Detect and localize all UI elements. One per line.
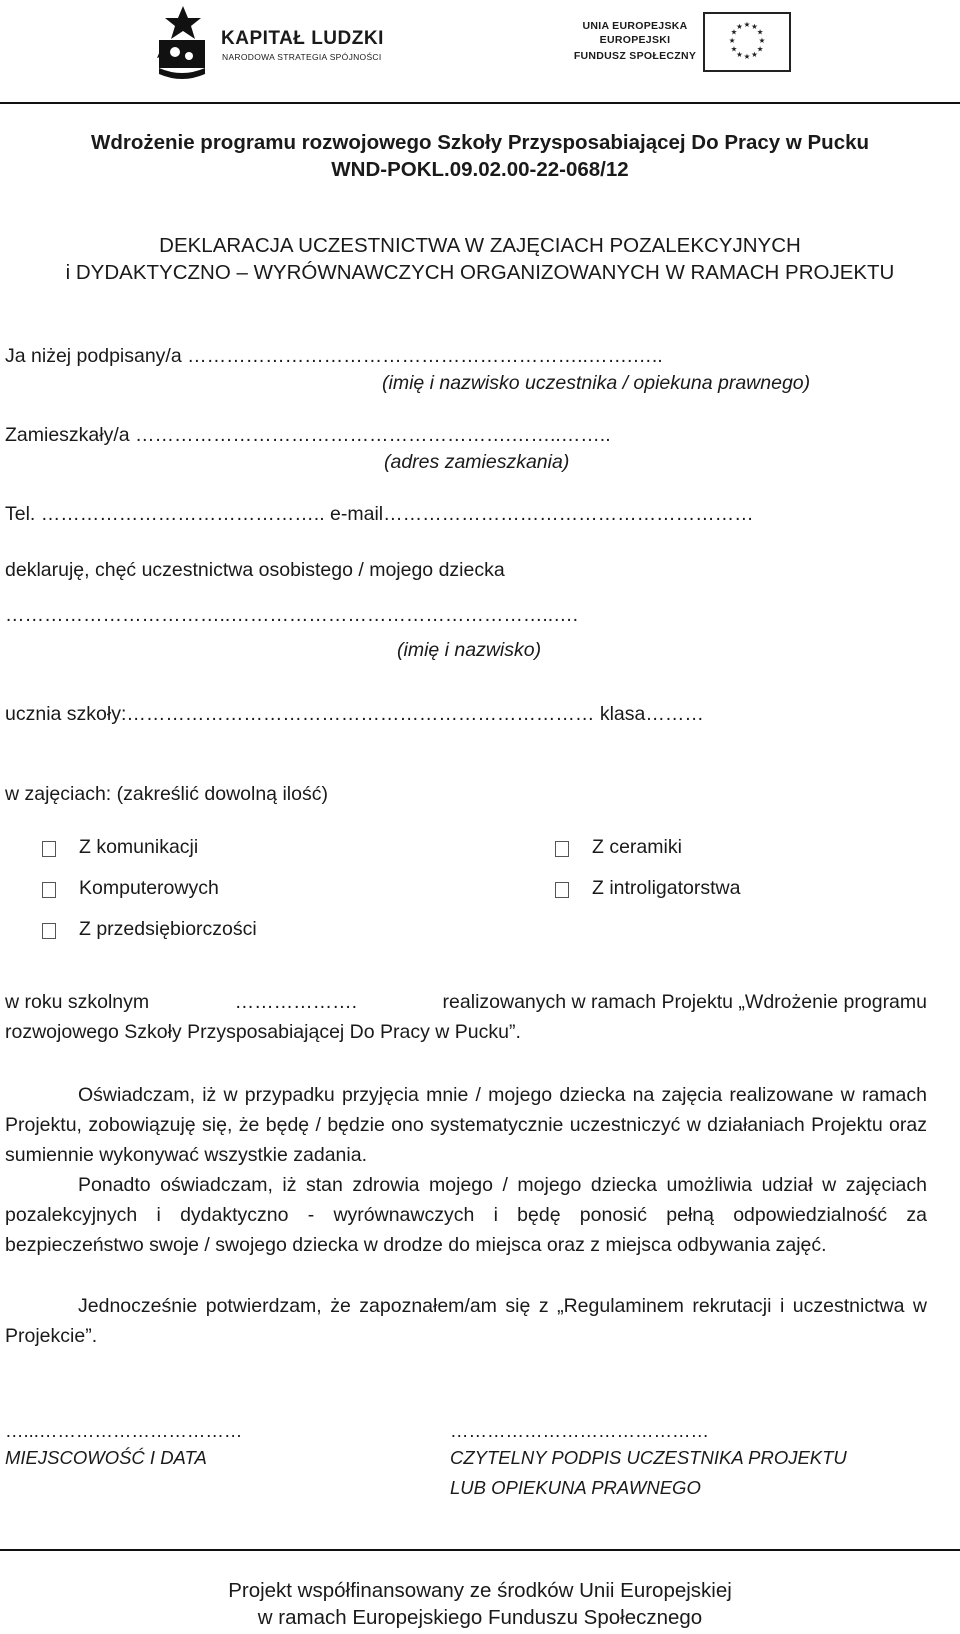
school-line xyxy=(5,703,704,726)
statement-2 xyxy=(5,1170,927,1260)
eu-logo-line1: UNIA EUROPEJSKA xyxy=(582,20,688,32)
email-label: e-mail xyxy=(330,503,384,525)
school-year-rest: realizowanych w ramach Projektu „Wdrożenie programu xyxy=(442,991,927,1013)
statement-3 xyxy=(5,1291,927,1351)
option-label-introligatorstwa: Z introligatorstwa xyxy=(592,877,741,899)
school-year-prefix: w roku szkolnym xyxy=(5,991,150,1013)
eu-efs-logo xyxy=(570,12,792,74)
class-dots: ……… xyxy=(645,703,704,725)
address-label: Zamieszkały/a xyxy=(5,424,130,446)
statement-3-text: Jednocześnie potwierdzam, że zapoznałem/am się z „Regulaminem rekrutacji i uczestnictwa w Projekcie”. xyxy=(5,1295,927,1347)
school-year-line2: rozwojowego Szkoły Przysposabiającej Do Pracy w Pucku”. xyxy=(5,1021,521,1043)
tel-dots: …………………………………….. xyxy=(40,503,325,525)
place-date-label: MIEJSCOWOŚĆ I DATA xyxy=(5,1447,207,1468)
contact-line xyxy=(5,503,754,526)
kapital-ludzki-name: KAPITAŁ LUDZKI xyxy=(221,28,384,49)
school-label: ucznia szkoły: xyxy=(5,703,127,725)
eu-flag-icon xyxy=(703,12,791,72)
address-caption: (adres zamieszkania) xyxy=(384,451,570,473)
address-dots: ………………………………………………….……..…….. xyxy=(135,424,611,446)
svg-text:★: ★ xyxy=(751,21,758,31)
signed-caption: (imię i nazwisko uczestnika / opiekuna prawnego) xyxy=(382,372,811,394)
svg-text:★: ★ xyxy=(758,35,766,45)
eu-logo-line3: FUNDUSZ SPOŁECZNY xyxy=(573,50,697,62)
school-year-line1 xyxy=(5,991,927,1014)
child-name-dots: ……………………………..…………………………………………..…. xyxy=(5,604,579,626)
class-label: klasa xyxy=(599,703,646,725)
eu-logo-line2: EUROPEJSKI xyxy=(599,34,671,46)
kapital-ludzki-subtitle: NARODOWA STRATEGIA SPÓJNOŚCI xyxy=(222,52,382,62)
svg-text:★: ★ xyxy=(736,21,743,31)
signed-label: Ja niżej podpisany/a xyxy=(5,345,182,367)
option-checkbox-komunikacji[interactable] xyxy=(42,841,56,857)
option-checkbox-introligatorstwa[interactable] xyxy=(555,882,569,898)
signature-dots: …………………………………… xyxy=(450,1420,709,1441)
school-dots: ……………………………………………………………… xyxy=(126,703,595,725)
option-checkbox-przedsiebiorczosci[interactable] xyxy=(42,923,56,939)
svg-text:★: ★ xyxy=(756,27,764,37)
footer-divider xyxy=(0,1549,960,1551)
svg-text:★: ★ xyxy=(730,44,738,54)
svg-text:★: ★ xyxy=(743,20,751,30)
project-code: WND-POKL.09.02.00-22-068/12 xyxy=(331,158,629,181)
svg-text:★: ★ xyxy=(743,51,751,61)
footer-line2: w ramach Europejskiego Funduszu Społecznego xyxy=(257,1606,703,1629)
email-dots: ………………………………………………… xyxy=(383,503,754,525)
option-label-ceramiki: Z ceramiki xyxy=(592,836,682,858)
kapital-ludzki-logo xyxy=(155,4,395,82)
option-label-komputerowych: Komputerowych xyxy=(79,877,219,899)
project-title: Wdrożenie programu rozwojowego Szkoły Przysposabiającej Do Pracy w Pucku xyxy=(90,131,870,154)
option-label-komunikacji: Z komunikacji xyxy=(79,836,199,858)
header-divider xyxy=(0,102,960,104)
place-date-dots: …...…………………………… xyxy=(5,1420,243,1441)
signed-line xyxy=(5,345,663,368)
school-year-dots: ………………. xyxy=(234,991,358,1013)
option-checkbox-ceramiki[interactable] xyxy=(555,841,569,857)
statement-2-text: Ponadto oświadczam, iż stan zdrowia mojego / mojego dziecka umożliwia udział w zajęciach pozalekcyjnych i dydaktyczno - wyrównawczych i będę ponosić pełną odpowiedzialność za bezpieczeństwo swoje / swojego dziecka w drodze do miejsca oraz z miejsca odbywania zajęć. xyxy=(5,1174,927,1256)
signed-dots: ……………………………………………………..…….….. xyxy=(187,345,663,367)
child-name-caption: (imię i nazwisko) xyxy=(397,639,542,661)
classes-intro: w zajęciach: (zakreślić dowolną ilość) xyxy=(5,783,328,805)
statement-1 xyxy=(5,1080,927,1170)
signature-label-line1: CZYTELNY PODPIS UCZESTNIKA PROJEKTU xyxy=(450,1447,847,1468)
svg-text:★: ★ xyxy=(730,27,738,37)
kapital-ludzki-emblem-icon xyxy=(155,4,209,80)
svg-text:★: ★ xyxy=(756,44,764,54)
svg-text:★: ★ xyxy=(728,35,736,45)
signature-label-line2: LUB OPIEKUNA PRAWNEGO xyxy=(450,1477,701,1498)
statement-1-text: Oświadczam, iż w przypadku przyjęcia mnie / mojego dziecka na zajęcia realizowane w ramach Projektu, zobowiązuję się, że będę / będzie ono systematycznie uczestniczyć w działaniach Projektu oraz sumiennie wykonywać wszystkie zadania. xyxy=(5,1084,927,1166)
address-line xyxy=(5,424,611,447)
option-checkbox-komputerowych[interactable] xyxy=(42,882,56,898)
svg-text:★: ★ xyxy=(736,49,743,59)
footer-line1: Projekt współfinansowany ze środków Unii Europejskiej xyxy=(228,1579,732,1602)
declaration-title-line1: DEKLARACJA UCZESTNICTWA W ZAJĘCIACH POZALEKCYJNYCH xyxy=(159,234,801,257)
tel-label: Tel. xyxy=(5,503,36,525)
declare-text: deklaruję, chęć uczestnictwa osobistego / mojego dziecka xyxy=(5,559,505,581)
svg-text:★: ★ xyxy=(751,49,758,59)
option-label-przedsiebiorczosci: Z przedsiębiorczości xyxy=(79,918,257,940)
declaration-title-line2: i DYDAKTYCZNO – WYRÓWNAWCZYCH ORGANIZOWANYCH W RAMACH PROJEKTU xyxy=(65,261,895,284)
